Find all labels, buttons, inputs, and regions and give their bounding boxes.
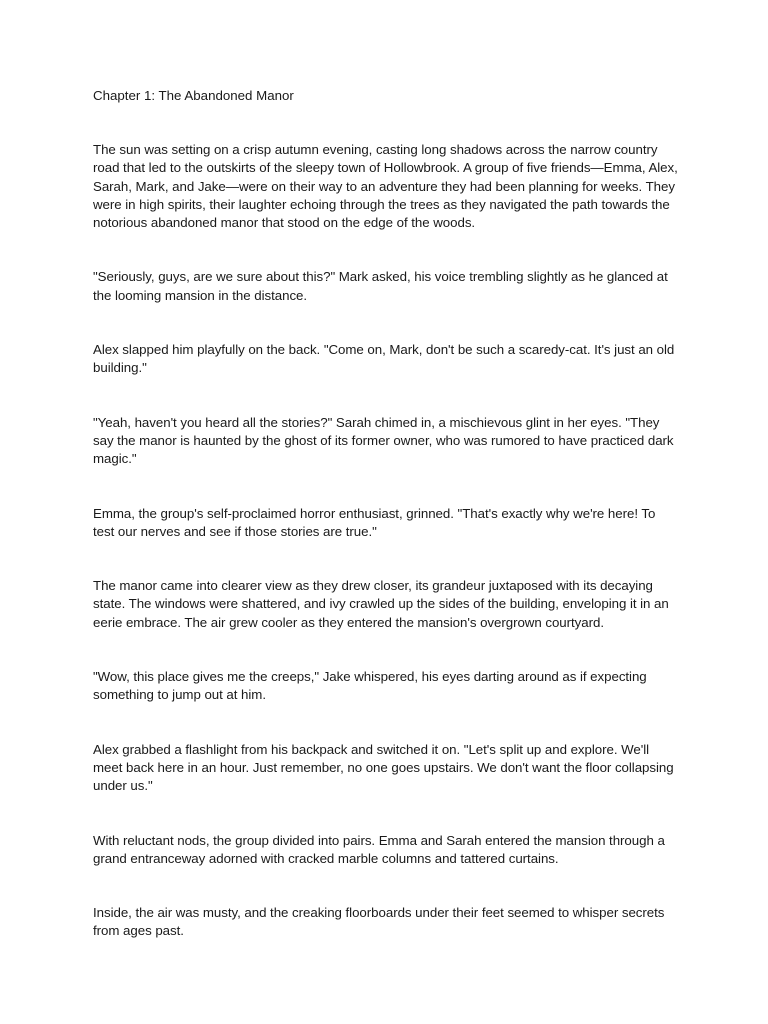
paragraph-10: Inside, the air was musty, and the creaking floorboards under their feet seemed to whisper secrets from ages past. <box>93 905 665 939</box>
paragraph-9: With reluctant nods, the group divided into pairs. Emma and Sarah entered the mansion through a grand entranceway adorned with cracked marble columns and tattered curtains. <box>93 832 665 866</box>
paragraph-8: Alex grabbed a flashlight from his backpack and switched it on. "Let's split up and explore. We'll meet back here in an hour. Just remember, no one goes upstairs. We don't want the floor collapsing under us." <box>93 741 674 794</box>
document-body <box>93 86 678 977</box>
paragraph-7: "Wow, this place gives me the creeps," Jake whispered, his eyes darting around as if expecting something to jump out at him. <box>93 669 647 703</box>
paragraph-6: The manor came into clearer view as they drew closer, its grandeur juxtaposed with its decaying state. The windows were shattered, and ivy crawled up the sides of the building, enveloping it in an eerie embrace. The air grew cooler as they entered the mansion's overgrown courtyard. <box>93 578 669 630</box>
paragraph-4: "Yeah, haven't you heard all the stories?" Sarah chimed in, a mischievous glint in her eyes. "They say the manor is haunted by the ghost of its former owner, who was rumored to have practiced dark magic." <box>93 414 674 467</box>
paragraph-5: Emma, the group's self-proclaimed horror enthusiast, grinned. "That's exactly why we're here! To test our nerves and see if those stories are true." <box>93 505 656 539</box>
chapter-title: Chapter 1: The Abandoned Manor <box>93 88 294 103</box>
paragraph-2: "Seriously, guys, are we sure about this?" Mark asked, his voice trembling slightly as he glanced at the looming mansion in the distance. <box>93 269 668 303</box>
paragraph-1: The sun was setting on a crisp autumn evening, casting long shadows across the narrow country road that led to the outskirts of the sleepy town of Hollowbrook. A group of five friends—Emma, Alex, Sarah, Mark, and Jake—were on their way to an adventure they had been planning for weeks. They were in high spirits, their laughter echoing through the trees as they navigated the path towards the notorious abandoned manor that stood on the edge of the woods. <box>93 142 678 231</box>
paragraph-3: Alex slapped him playfully on the back. "Come on, Mark, don't be such a scaredy-cat. It's just an old building." <box>93 342 675 376</box>
